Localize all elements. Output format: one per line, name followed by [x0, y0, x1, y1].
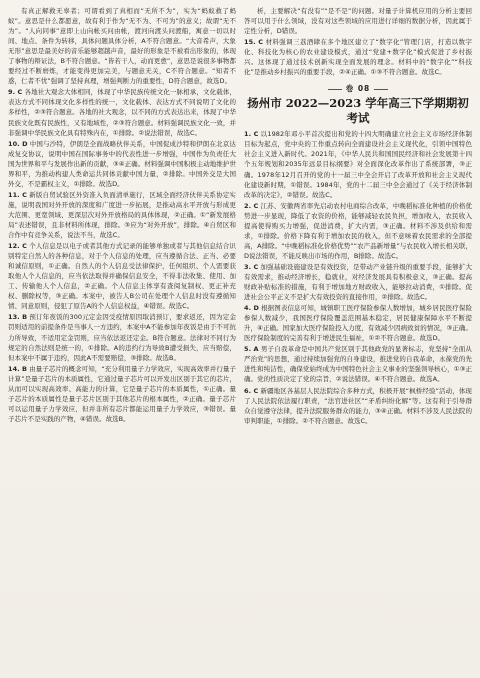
answer-item: 6. C 新疆地区各基层人民法院综合多种方式，积极开展“枫桥经验”活动，体现了人民法院依法履行职责，“法官进社区”“矛盾纠纷化解”等。这有利于引导群众自觉遵守法律，提升法院服务群众的能力，③④正确。材料不涉及人民法院的审判职能，①排除。②不符合题意。故选C。	[244, 386, 472, 425]
answer-item: 13. B 预订年夜饭的300元定金因受疫情原因取消预订，要求返还，因为定金罚则适用的前提条件是当事人一方违约，本案中A不能参加年夜饭是由于不可抗力所导致，不适用定金罚则，应当依法返还定金。B符合题意。法律对不同行为规定的自然法则是统一的，①排除。A的违约行为导致B遭受损失，应当赔偿，但本案中不属于违约，因此A不需要赔偿，③排除。故选B。	[8, 313, 236, 362]
answer-item: 3. C 加强基础设施建设是有效投资，是带动产业链升级的重要手段，能够扩大有效需求，推动经济增长，稳就业，对经济发展具有积极意义，③正确。提高财政补贴标准的措施，有利于增加地方财政收入，能够拉动消费，①排除。促进社会公平正义不是扩大有效投资的直接作用，②排除。故选C。	[244, 262, 472, 302]
left-column	[8, 6, 236, 674]
two-column-layout	[8, 6, 472, 674]
exam-title: 扬州市 2022—2023 学年高三下学期期初考试	[247, 96, 469, 126]
section-tag: 卷 08	[244, 83, 472, 94]
answer-item: 2. C 江苏、安徽两省率先启动农村电商综合改革，中晚稻标准化种植的价格优势进一步显现，降低了农资的价格，能够减轻农民负担，增加收入，农民收入提高使得购买力增强，促进消费，扩大内需，③正确。材料不涉及供给和需求，①排除。价格下降有利于增加农民的收入，但不意味着农民需求的全部提高，A排除。“中晚稻标准化价格优势”“农产品新增量”与农民收入增长相关联，D说法错误，不能反映出市场的作用，B排除。故选C。	[244, 201, 472, 260]
answer-item: 4. D 根据图表信息可知，城镇职工医疗保险参保人数增加，城乡居民医疗保险参保人数减少，我国医疗保险覆盖范围基本稳定，居民健康保障水平不断提升，④正确。国家加大医疗保险投入力度，有效减少因病致贫的情况，③正确。医疗保险制度的完善有利于增进民生福祉，①②不符合题意。故选D。	[244, 304, 472, 343]
answer-continuation: 有真正解救无辜者；可谓看到了真相而“无所不为”，实为“蚂蚁救了蚂蚁”。意思是什么都愿意，故有利于作为“无不为、不可为”的意义；故谓“无不为”。“人向同事”意即上山向帐买问由帐，渡河向渡头问渡船，寓意一切以时间、地点、条件为转移，具体问题具体分析，A不符合题意。“大音希声，大象无形”意思是最美好的音乐能够超越声音，最好的形象是不被看出形象的，体现了事物的辩证法，B不符合题意。“皆若干人，动而更愈”，意思是说很多事物都要经过不断磨炼，才能变得更加完美，与题意无关，C不符合题意。“知者不惑，仁者不忧”强调了坚持真理，增强判断力的重要性，D符合题意，故选D。	[8, 7, 236, 86]
answer-item: 15. C 材料强调三荔酒肆在多个地区建立了“数字化”管理门店，打造以数字化、科技化为核心的农业建设模式，通过“党建+数字化”模式促进了乡村振兴。这体现了通过技术创新实现全面发展的理念。材料中的“数字化”“科技化”是推动乡村振兴的重要手段，②④正确。①③不符合题意。故选C。	[244, 38, 472, 77]
answer-item: 1. C 以1982年邓小平首次提出和党的十四大明确建立社会主义市场经济体制目标为起点，党中央的工作重点转向全面建设社会主义现代化，引领中国特色社会主义进入新时代。2021年，《中华人民共和国国民经济和社会发展第十四个五年规划和2035年远景目标纲要》对全面深化改革作出了系统部署，③正确。1978年12月召开的党的十一届三中全会开启了改革开放和社会主义现代化建设新时期，①错误。1984年，党的十二届三中全会通过了《关于经济体制改革的决定》，②错误。故选C。	[244, 130, 472, 199]
answer-continuation: 析，主要解决“有没有”“是不是”的问题。对量子计算机应用的分析主要回答可以用于什么领域，没有对这些领域的应用进行详细的数据分析，因此属于定性分析，D错误。	[244, 7, 472, 36]
answer-item: 12. C 个人信息是以电子或者其他方式记录的能够单独或者与其他信息结合识别特定自然人的各种信息，对于个人信息的处理，应当遵循合法、正当、必要和诚信原则，①正确。自然人的个人信息受法律保护，任何组织、个人需要获取他人个人信息的，应当依法取得并确保信息安全，不得非法收集、使用、加工、传输他人个人信息，②正确。个人信息主体享有查阅复制权、更正补充权、删除权等，③正确。本案中，被告人B公司在处理个人信息时没有遵循知情、同意原则，侵犯了原告A的个人信息权益，④错误。故选C。	[8, 242, 236, 311]
answer-item: 14. B 由量子芯片的概念可知，“充分利用量子力学效应，实现高效率并行量子计算”是量子芯片的本质属性，它通过量子芯片可以开发出区别于其它的芯片，从而可以实现高效率、高能力的计算，它是量子芯片的本质属性，①正确。量子芯片的本质属性是量子芯片区别于其他芯片的根本属性，②正确。量子芯片可以运用量子力学效应，但并非所有芯片都能运用量子力学效应，③错误。量子芯片不是实践的产物，④错误。故选B。	[8, 364, 236, 423]
answer-item: 5. A 男子自我革命是中国共产党区别于其他政党的显著标志，党坚持“全面从严治党”的思想，通过持续加强党的自身建设，推进党的自我革命，永葆党的先进性和纯洁性，确保党始终成为中国特色社会主义事业的坚强领导核心，①③正确。党的性质决定了党的宗旨，②说法错误。④不符合题意。故选A。	[244, 345, 472, 384]
right-column	[244, 6, 472, 674]
answer-item: 9. C 各地社大观念大体相同，体现了中华民族传统文化一脉相承，文化载体，表达方式不同体现文化多样性的统一，文化载体、表达方式不同说明了文化的多样性，②③符合题意。各地的社大观念，以不同的方式表达出来，体现了中华民族文化既有民族性，又有地域性，②③符合题意。材料强调民族文化一致，并非强调中华民族文化具有特殊内在，①排除。②说法错误，故选C。	[8, 88, 236, 137]
answer-item: 10. D 中国与沙特，伊朗是全面战略伙伴关系，中国促成沙特和伊朗在北京达成复交协议，说明中国在国际事务中的代表性进一步增强，中国作为负责任大国为世界和平与发展作出新的贡献，③④正确。材料强调中国积极主动地维护世界和平，为推动构建人类命运共同体贡献中国力量，②排除。中国外交是大国外交，不是霸权主义，①排除。故选D。	[8, 139, 236, 188]
answer-item: 11. C 新版自贸试验区外资准入负面清单施行，区域全面经济伙伴关系协定实施，说明我国对外开放的深度和广度进一步拓展，是推动高水平开放与形成更大范围、更宽领域、更深层次对外开放格局的具体体现，②正确。①“新发展格局”表述错误，且非材料所体现，排除。③应为“对外开放”，排除。④自贸区和合作中有竞争关系，说法不当，故选C。	[8, 190, 236, 240]
